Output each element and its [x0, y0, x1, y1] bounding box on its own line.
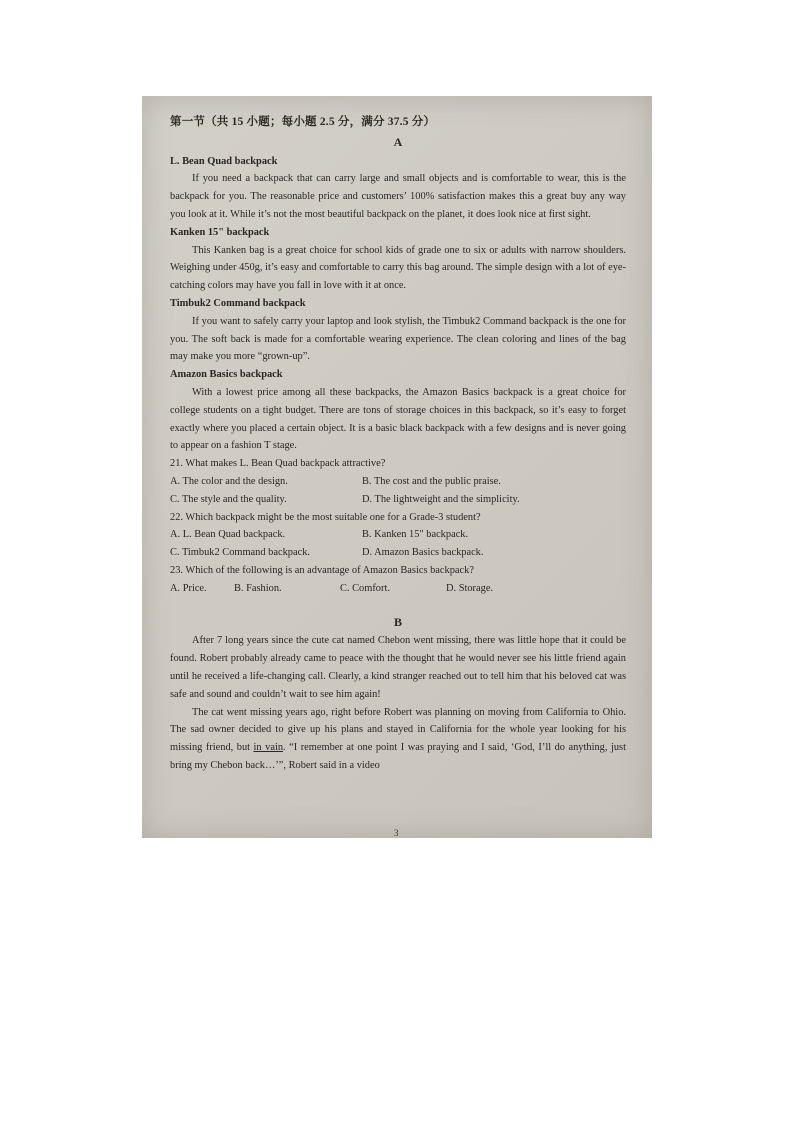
question-option: D. The lightweight and the simplicity.: [362, 493, 520, 505]
question-option: B. Fashion.: [234, 582, 282, 594]
item-text: This Kanken bag is a great choice for school kids of grade one to six or adults with narrow shoulders. Weighing under 450g, it’s easy and comfortable to carry this bag around. The simple design with a lot of eye-catching colors may have you fall in love with it at once.: [170, 244, 626, 292]
question-options: [170, 473, 626, 491]
question-stem: 23. Which of the following is an advantage of Amazon Basics backpack?: [170, 564, 474, 576]
question-stem: 22. Which backpack might be the most suitable one for a Grade-3 student?: [170, 511, 481, 523]
item-heading: Amazon Basics backpack: [170, 369, 283, 381]
item-heading: Timbuk2 Command backpack: [170, 297, 306, 309]
passage-text: . “I remember at one point I was praying and I said, ‘God, I’ll do anything, just bring my Chebon back…’”, Robert said in a video: [170, 742, 626, 771]
question-option: C. Comfort.: [340, 582, 390, 594]
item-heading: Kanken 15" backpack: [170, 226, 270, 238]
part-a-letter: A: [393, 134, 403, 149]
section-title: 第一节（共 15 小题；每小题 2.5 分，满分 37.5 分）: [170, 116, 436, 128]
question-option: A. L. Bean Quad backpack.: [170, 529, 286, 541]
item-heading: L. Bean Quad backpack: [170, 155, 278, 167]
question-options: [170, 544, 626, 562]
question-option: D. Amazon Basics backpack.: [362, 547, 484, 559]
exam-sheet: [170, 114, 626, 775]
underlined-phrase: in vain: [253, 742, 284, 754]
photographed-page: [142, 96, 652, 838]
question-options: [170, 526, 626, 544]
question-option: D. Storage.: [446, 582, 494, 594]
question-option: B. The cost and the public praise.: [362, 475, 501, 487]
item-text: If you need a backpack that can carry large and small objects and is comfortable to wear, this is the backpack for you. The reasonable price and customers’ 100% satisfaction makes this a great buy any way you look at it. While it’s not the most beautiful backpack on the planet, it does look nice at first sight.: [170, 173, 626, 220]
item-text: If you want to safely carry your laptop and look stylish, the Timbuk2 Command backpack is the one for you. The soft back is made for a comfortable wearing experience. The clean coloring and lines of the bag may make you more “grown-up”.: [170, 315, 626, 363]
question-option: C. Timbuk2 Command backpack.: [170, 547, 310, 559]
question-options: [170, 580, 626, 598]
passage-paragraph: After 7 long years since the cute cat named Chebon went missing, there was little hope that it could be found. Robert probably already came to peace with the thought that he would never see his little friend again until he received a life-changing call. Clearly, a kind stranger reached out to tell him that his beloved cat was safe and sound and couldn’t wait to see him again!: [170, 635, 626, 700]
question-option: A. The color and the design.: [170, 475, 288, 487]
part-b-letter: B: [393, 614, 402, 629]
question-stem: 21. What makes L. Bean Quad backpack attractive?: [170, 458, 386, 470]
item-text: With a lowest price among all these backpacks, the Amazon Basics backpack is a great choice for college students on a tight budget. There are tons of storage choices in this backpack, so it’s easy to forget exactly where you placed a certain object. It is a basic black backpack with a few designs and is never going to appear on a fashion T stage.: [170, 386, 626, 452]
question-option: C. The style and the quality.: [170, 493, 287, 505]
question-options: [170, 491, 626, 509]
question-option: B. Kanken 15" backpack.: [362, 529, 469, 541]
question-option: A. Price.: [170, 582, 207, 594]
passage-paragraph: [170, 704, 626, 775]
page-number: 3: [394, 828, 399, 838]
passage-text: The cat went missing years ago, right before Robert was planning on moving from California to Ohio. The sad owner decided to give up his plans and stayed in California for the whole year looking for his missing friend, but: [170, 706, 626, 754]
